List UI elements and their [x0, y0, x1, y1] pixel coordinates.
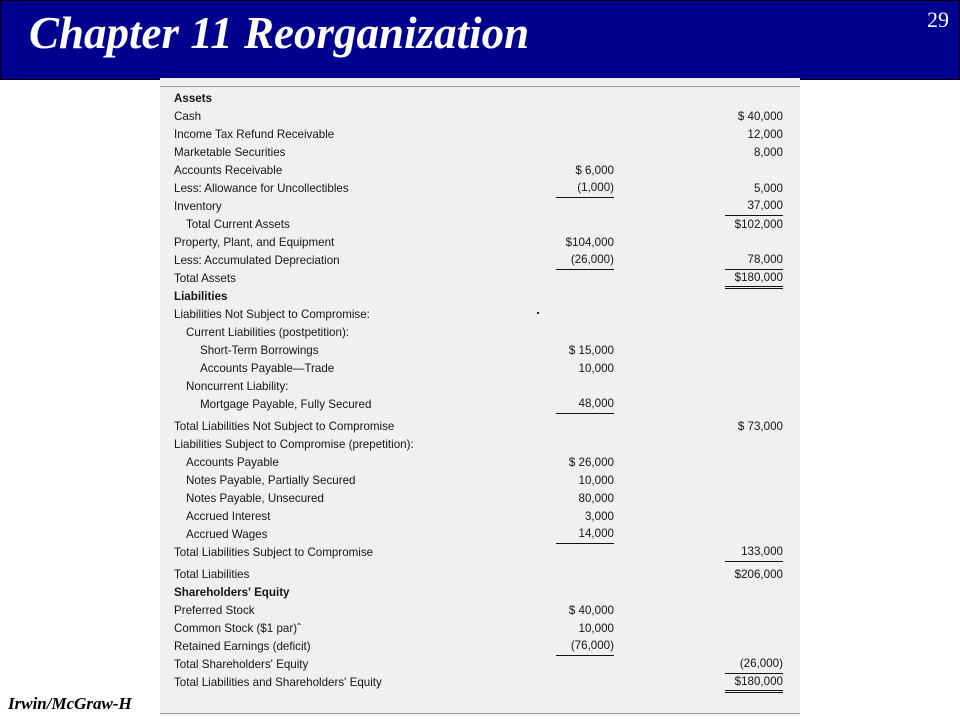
- row-amount: 10,000: [578, 362, 614, 375]
- statement-row: [160, 436, 800, 454]
- row-label: Total Assets: [174, 272, 236, 285]
- scan-bottom-rule: [160, 713, 800, 714]
- row-label: Total Liabilities and Shareholders' Equity: [174, 676, 382, 689]
- row-total: 12,000: [747, 128, 783, 141]
- row-amount: $ 26,000: [568, 456, 614, 469]
- row-amount: 14,000: [556, 526, 614, 544]
- row-amount: (26,000): [556, 252, 614, 270]
- row-label: Property, Plant, and Equipment: [174, 236, 335, 249]
- row-label: Common Stock ($1 par)ˆ: [174, 622, 301, 635]
- row-label: Inventory: [174, 200, 222, 213]
- row-amount: $104,000: [565, 236, 614, 249]
- row-label: Total Liabilities Subject to Compromise: [174, 546, 374, 559]
- slide-header: [0, 0, 960, 80]
- balance-sheet: [160, 90, 800, 692]
- row-label: Liabilities Subject to Compromise (prepetition):: [174, 438, 414, 451]
- row-amount: (76,000): [556, 638, 614, 656]
- statement-row: [160, 270, 800, 288]
- statement-row: [160, 674, 800, 692]
- row-label: Marketable Securities: [174, 146, 286, 159]
- row-label: Income Tax Refund Receivable: [174, 128, 335, 141]
- statement-row: [160, 198, 800, 216]
- row-total: $180,000: [725, 270, 783, 289]
- row-label: Total Current Assets: [186, 218, 290, 231]
- statement-row: [160, 144, 800, 162]
- page-number: 29: [927, 7, 949, 32]
- row-label: Accounts Receivable: [174, 164, 283, 177]
- statement-row: [160, 342, 800, 360]
- statement-row: [160, 288, 800, 306]
- statement-row: [160, 508, 800, 526]
- row-total: 78,000: [725, 252, 783, 270]
- row-label: Liabilities Not Subject to Compromise:: [174, 308, 370, 321]
- row-total: 133,000: [725, 544, 783, 562]
- row-label: Noncurrent Liability:: [186, 380, 289, 393]
- row-label: Accounts Payable—Trade: [200, 362, 335, 375]
- row-total: 8,000: [753, 146, 783, 159]
- statement-row: [160, 566, 800, 584]
- statement-row: [160, 584, 800, 602]
- row-total: 5,000: [753, 182, 783, 195]
- row-total: $102,000: [734, 218, 783, 231]
- statement-row: [160, 324, 800, 342]
- balance-sheet-image: [160, 78, 800, 716]
- statement-row: [160, 544, 800, 562]
- row-amount: 10,000: [578, 474, 614, 487]
- statement-row: [160, 620, 800, 638]
- publisher-footer: Irwin/McGraw-H: [8, 694, 132, 713]
- row-label: Less: Accumulated Depreciation: [174, 254, 340, 267]
- statement-row: [160, 490, 800, 508]
- statement-row: [160, 526, 800, 544]
- slide-title: Chapter 11 Reorganization: [29, 8, 530, 58]
- row-label: Accounts Payable: [186, 456, 279, 469]
- statement-row: [160, 602, 800, 620]
- statement-row: [160, 216, 800, 234]
- row-label: Preferred Stock: [174, 604, 255, 617]
- row-amount: $ 6,000: [575, 164, 614, 177]
- statement-row: [160, 162, 800, 180]
- row-total: $180,000: [725, 674, 783, 693]
- row-amount: 10,000: [578, 622, 614, 635]
- row-total: $206,000: [734, 568, 783, 581]
- row-label: Notes Payable, Unsecured: [186, 492, 324, 505]
- scan-top-rule: [160, 86, 800, 87]
- statement-row: [160, 378, 800, 396]
- row-amount: $ 40,000: [568, 604, 614, 617]
- row-amount: $ 15,000: [568, 344, 614, 357]
- row-total: (26,000): [725, 656, 783, 674]
- statement-row: [160, 252, 800, 270]
- assets-heading: Assets: [174, 92, 213, 105]
- statement-row: [160, 108, 800, 126]
- statement-row: [160, 306, 800, 324]
- statement-row: [160, 90, 800, 108]
- statement-row: [160, 638, 800, 656]
- statement-row: [160, 454, 800, 472]
- row-amount: 48,000: [556, 396, 614, 414]
- row-label: Current Liabilities (postpetition):: [186, 326, 350, 339]
- statement-row: [160, 418, 800, 436]
- statement-row: [160, 234, 800, 252]
- row-total: $ 73,000: [737, 420, 783, 433]
- equity-heading: Shareholders' Equity: [174, 586, 290, 599]
- row-label: Accrued Wages: [186, 528, 268, 541]
- row-label: Short-Term Borrowings: [200, 344, 319, 357]
- statement-row: [160, 472, 800, 490]
- row-label: Retained Earnings (deficit): [174, 640, 311, 653]
- row-amount: 80,000: [578, 492, 614, 505]
- row-total: 37,000: [725, 198, 783, 216]
- row-label: Total Shareholders' Equity: [174, 658, 309, 671]
- row-label: Notes Payable, Partially Secured: [186, 474, 356, 487]
- statement-row: [160, 180, 800, 198]
- statement-row: [160, 360, 800, 378]
- statement-row: [160, 126, 800, 144]
- row-total: $ 40,000: [737, 110, 783, 123]
- row-label: Less: Allowance for Uncollectibles: [174, 182, 349, 195]
- row-label: Total Liabilities: [174, 568, 250, 581]
- row-label: Cash: [174, 110, 202, 123]
- row-label: Total Liabilities Not Subject to Compromise: [174, 420, 395, 433]
- statement-row: [160, 396, 800, 414]
- row-label: Mortgage Payable, Fully Secured: [200, 398, 372, 411]
- liabilities-heading: Liabilities: [174, 290, 228, 303]
- row-label: Accrued Interest: [186, 510, 271, 523]
- row-amount: (1,000): [556, 180, 614, 198]
- row-amount: 3,000: [584, 510, 614, 523]
- statement-row: [160, 656, 800, 674]
